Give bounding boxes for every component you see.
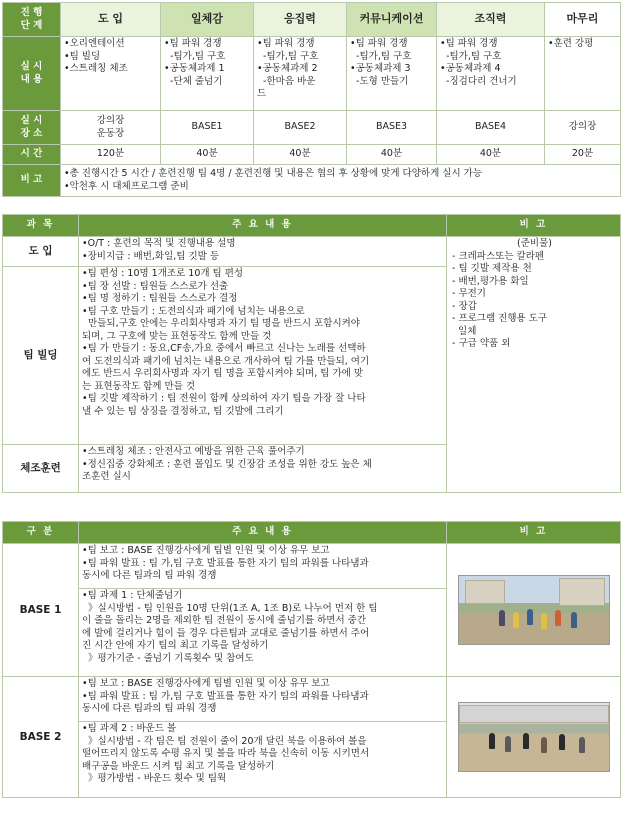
note-line: •악천후 시 대체프로그램 준비 (64, 180, 189, 192)
row-label-location: 실 시 장 소 (3, 111, 61, 145)
base2-photo-cell (447, 677, 621, 798)
content-line: •팀 깃발 제작하기 : 팀 전원이 함께 상의하여 자기 팀을 가장 잘 나타 (82, 393, 366, 404)
content-line: •팀 파워 발표 : 팀 가,팀 구호 발표를 통한 자기 팀의 파워를 나타냄과 (82, 690, 369, 702)
schedule-table (2, 2, 621, 197)
program-header-remark: 비 고 (447, 215, 621, 237)
photo-person (527, 609, 533, 625)
remark-line: - 구급 약품 외 (452, 338, 511, 349)
stage-content-cell (254, 37, 347, 111)
location-cell: BASE3 (347, 111, 437, 145)
content-line: -징검다리 건너기 (440, 75, 517, 87)
location-cell: BASE1 (161, 111, 254, 145)
subject-intro: 도 입 (3, 237, 79, 267)
stage-header: 응집력 (254, 3, 347, 37)
content-line: -한마음 바운 (257, 75, 316, 87)
content-line: •공동체과제 3 (350, 63, 411, 74)
content-line: •스트레칭 체조 : 안전사고 예방을 위한 근육 풀어주기 (82, 446, 305, 457)
subject-content (79, 267, 447, 445)
bases-header-remark: 비 고 (447, 522, 621, 544)
location-cell: BASE2 (254, 111, 347, 145)
content-line: 조훈련 실시 (82, 471, 131, 482)
stage-content-cell (161, 37, 254, 111)
photo-building (559, 578, 605, 606)
team-bound-ball-photo (458, 702, 610, 772)
content-line: •팀 과제 2 : 바운드 볼 (82, 723, 177, 734)
photo-person (499, 610, 505, 626)
content-line: •O/T : 훈련의 목적 및 진행내용 설명 (82, 238, 236, 249)
stage-content-cell (437, 37, 545, 111)
note-line: •총 진행시간 5 시간 / 훈련진행 팀 4명 / 훈련진행 및 내용은 협의 후 상황에 맞게 다양하게 실시 가능 (64, 168, 482, 179)
subject-exercise: 체조훈련 (3, 445, 79, 493)
content-line: 진 시간 안에 자기 팀의 최고 기록을 달성하기 (82, 640, 269, 651)
content-line: -단체 줄넘기 (164, 75, 223, 87)
stage-header: 커뮤니케이션 (347, 3, 437, 37)
row-label-note: 비 고 (3, 165, 61, 197)
content-line: •공동체과제 2 (257, 63, 318, 74)
stage-content-cell (347, 37, 437, 111)
photo-person (541, 737, 547, 753)
content-line: •오리엔테이션 (64, 38, 125, 49)
content-line: 》실시방법 - 각 팀은 팀 전원이 줄이 20개 달린 북을 이용하여 볼을 (82, 735, 367, 747)
stage-content-cell (61, 37, 161, 111)
program-table (2, 214, 621, 493)
location-cell: 강의장 (545, 111, 621, 145)
bases-header-content: 주 요 내 용 (79, 522, 447, 544)
content-line: •장비지급 : 배번,화일,팀 깃발 등 (82, 250, 220, 262)
base-content-top (79, 544, 447, 589)
photo-person (571, 612, 577, 628)
photo-person (559, 734, 565, 750)
content-line: 만들되,구호 안에는 우리회사명과 자기 팀 명을 반드시 포함시켜야 (82, 318, 360, 329)
remark-line: (준비물) (517, 238, 552, 249)
subject-content (79, 445, 447, 493)
content-line: 되며, 그 구호에 맞는 표현동작도 함께 만들 것 (82, 330, 272, 342)
remark-line: - 프로그램 진행용 도구 (452, 313, 548, 324)
content-line: •팀 구호 만들기 : 도전의식과 패기에 넘치는 내용으로 (82, 305, 305, 317)
photo-person (489, 733, 495, 749)
content-line: -팀가,팀 구호 (350, 50, 412, 62)
time-cell: 40분 (347, 145, 437, 165)
stage-header: 일체감 (161, 3, 254, 37)
content-line: •팀 파워 발표 : 팀 가,팀 구호 발표를 통한 자기 팀의 파워를 나타냄과 (82, 557, 369, 569)
photo-person (579, 737, 585, 753)
content-line: •팀 파워 경쟁 (257, 38, 315, 49)
stage-content-cell (545, 37, 621, 111)
photo-building (465, 580, 505, 604)
content-line: •팀 편성 : 10명 1개조로 10개 팀 편성 (82, 268, 244, 279)
content-line: •팀 보고 : BASE 진행강사에게 팀별 인원 및 이상 유무 보고 (82, 678, 330, 689)
stage-header: 도 입 (61, 3, 161, 37)
photo-building (459, 705, 609, 723)
content-line: 떨어뜨리지 않도록 수평 유지 및 볼을 따라 북을 신속히 이동 시키면서 (82, 748, 370, 759)
time-cell: 40분 (254, 145, 347, 165)
location-cell: 강의장 운동장 (61, 111, 161, 145)
content-line: •팀 파워 경쟁 (350, 38, 408, 49)
team-rope-jumping-photo (458, 575, 610, 645)
row-label-time: 시 간 (3, 145, 61, 165)
photo-person (513, 612, 519, 628)
content-line: •정신집중 강화체조 : 훈련 몰입도 및 긴장감 조성을 위한 강도 높은 체 (82, 458, 372, 470)
content-line: -팀가,팀 구호 (440, 50, 502, 62)
content-line: 여 도전의식과 패기에 넘치는 내용으로 개사하여 팀 가를 만들되, 여기 (82, 355, 370, 367)
time-cell: 120분 (61, 145, 161, 165)
photo-person (555, 610, 561, 626)
content-line: -팀가,팀 구호 (257, 50, 319, 62)
base2-label: BASE 2 (3, 677, 79, 798)
location-cell: BASE4 (437, 111, 545, 145)
remark-line: - 팀 깃발 제작용 천 (452, 263, 532, 274)
time-cell: 40분 (437, 145, 545, 165)
content-line: 》실시방법 - 팀 인원을 10명 단위(1조 A, 1조 B)로 나누어 먼저 한 팀 (82, 602, 378, 614)
remark-line: - 배번,평가용 화일 (452, 275, 529, 287)
content-line: •팀 장 선발 : 팀원들 스스로가 선출 (82, 280, 229, 292)
content-line: 배구공을 바운드 시켜 팀 최고 기록을 달성하기 (82, 760, 275, 772)
content-line: -팀가,팀 구호 (164, 50, 226, 62)
stage-header: 마무리 (545, 3, 621, 37)
content-line: 드 (257, 88, 267, 99)
photo-person (541, 613, 547, 629)
remark-line: - 장갑 (452, 300, 477, 312)
content-line: •팀 빌딩 (64, 50, 101, 62)
remark-line: 일체 (452, 325, 477, 337)
content-line: 이 줄을 돌리는 2명을 제외한 팀 전원이 동시에 줄넘기를 하면서 중간 (82, 615, 367, 626)
content-line: •스트레칭 체조 (64, 63, 128, 74)
content-line: •공동체과제 4 (440, 63, 501, 74)
program-header-subject: 과 목 (3, 215, 79, 237)
bases-table (2, 521, 621, 798)
base1-label: BASE 1 (3, 544, 79, 677)
content-line: •팀 파워 경쟁 (440, 38, 498, 49)
content-line: 에도 반드시 우리회사명과 자기 팀 명을 포함시켜야 되며, 팀 가에 맞 (82, 368, 363, 379)
content-line: •공동체과제 1 (164, 63, 225, 74)
content-line: 》평가방법 - 바운드 횟수 및 팀웍 (82, 773, 227, 784)
program-header-content: 주 요 내 용 (79, 215, 447, 237)
photo-person (505, 736, 511, 752)
base-content-bottom (79, 589, 447, 677)
content-line: 》평가기준 - 줄넘기 기록횟수 및 참여도 (82, 652, 254, 664)
content-line: 동시에 다른 팀과의 팀 파워 경쟁 (82, 570, 217, 581)
base-content-bottom (79, 722, 447, 798)
content-line: •팀 파워 경쟁 (164, 38, 222, 49)
base-content-top (79, 677, 447, 722)
time-cell: 40분 (161, 145, 254, 165)
schedule-corner-label: 진 행 단 계 (3, 3, 61, 37)
subject-team-building: 팀 빌딩 (3, 267, 79, 445)
time-cell: 20분 (545, 145, 621, 165)
content-line: 에 발에 걸리거나 힘이 들 경우 다른팀과 교대로 줄넘기를 하면서 주어 (82, 627, 370, 639)
bases-header-category: 구 분 (3, 522, 79, 544)
content-line: •훈련 강평 (548, 38, 594, 49)
supplies-remarks (447, 237, 621, 493)
stage-header: 조직력 (437, 3, 545, 37)
remark-line: - 무전기 (452, 288, 486, 299)
row-label-content: 실 시 내 용 (3, 37, 61, 111)
content-line: •팀 가 만들기 : 동요,CF송,가요 중에서 빠르고 신나는 노래를 선택하 (82, 343, 366, 354)
subject-content (79, 237, 447, 267)
content-line: 동시에 다른 팀과의 팀 파워 경쟁 (82, 703, 217, 714)
content-line: -도형 만들기 (350, 75, 409, 87)
schedule-notes (61, 165, 621, 197)
content-line: •팀 과제 1 : 단체줄넘기 (82, 590, 183, 601)
remark-line: - 크레파스또는 칼라펜 (452, 250, 545, 262)
content-line: 는 표현동작도 함께 만들 것 (82, 380, 196, 392)
content-line: 낼 수 있는 팀 상징을 결정하고, 팀 깃발에 그리기 (82, 405, 284, 417)
base1-photo-cell (447, 544, 621, 677)
content-line: •팀 보고 : BASE 진행강사에게 팀별 인원 및 이상 유무 보고 (82, 545, 330, 556)
content-line: •팀 명 정하기 : 팀원들 스스로가 결정 (82, 293, 238, 304)
photo-person (523, 733, 529, 749)
